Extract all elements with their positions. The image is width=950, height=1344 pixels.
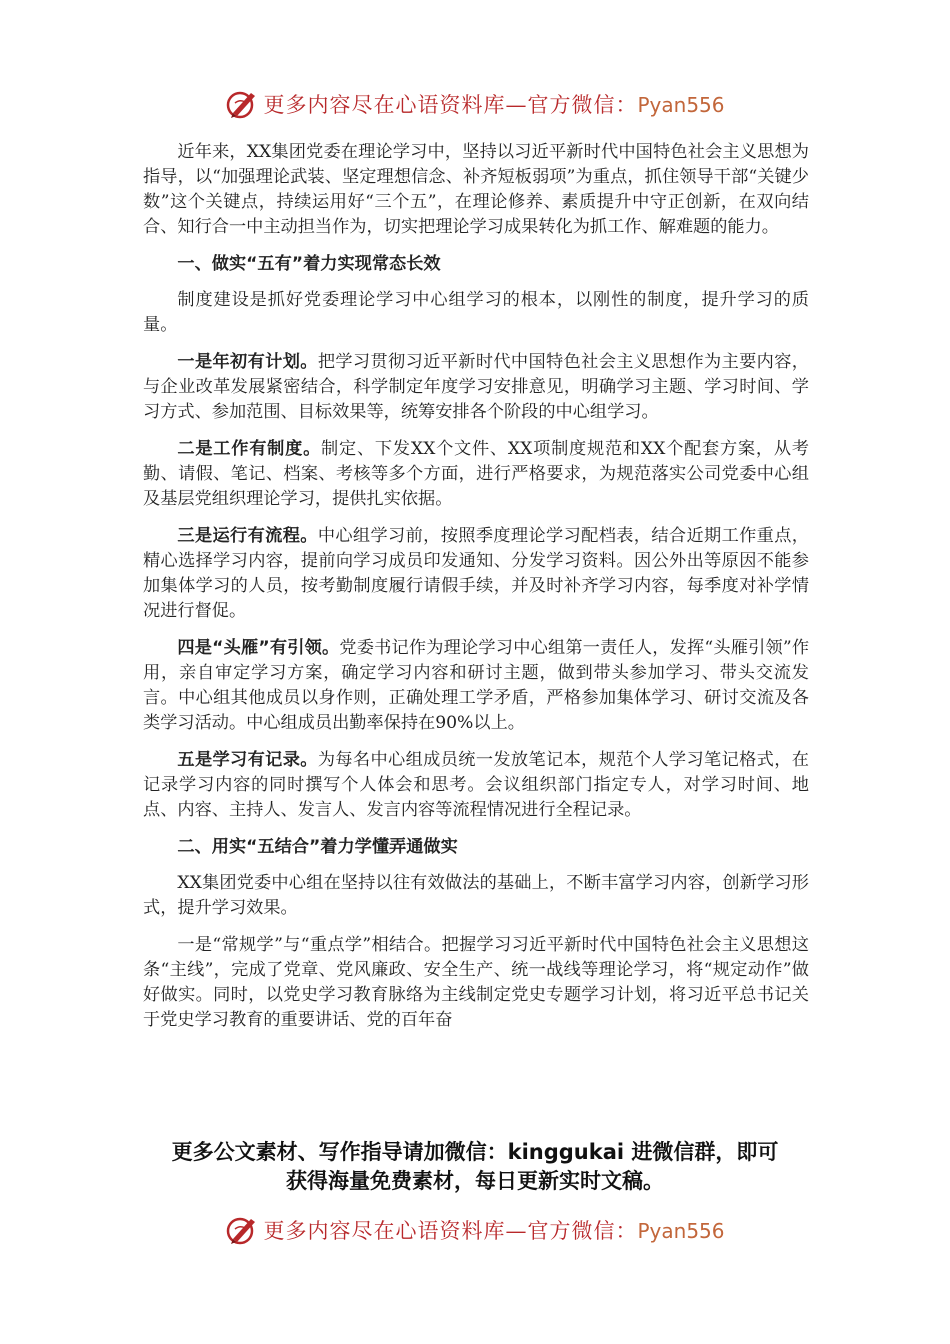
section2-intro: XX集团党委中心组在坚持以往有效做法的基础上，不断丰富学习内容，创新学习形式，提升学习效果。 bbox=[143, 873, 809, 918]
item-paragraph-1: 一是年初有计划。把学习贯彻习近平新时代中国特色社会主义思想作为主要内容，与企业改革发展紧密结合，科学制定年度学习安排意见，明确学习主题、学习时间、学习方式、参加范围、目标效果等，统筹安排各个阶段的中心组学习。 bbox=[143, 352, 809, 422]
pen-logo-icon bbox=[225, 87, 259, 121]
item-paragraph-5: 五是学习有记录。为每名中心组成员统一发放笔记本，规范个人学习笔记格式，在记录学习内容的同时撰写个人体会和思考。会议组织部门指定专人，对学习时间、地点、内容、主持人、发言人、发言内容等流程情况进行全程记录。 bbox=[143, 750, 809, 820]
header-banner-text: 更多内容尽在心语资料库—官方微信：Pyan556 bbox=[263, 93, 725, 117]
footer-banner bbox=[0, 1210, 950, 1250]
item-paragraph-2: 二是工作有制度。制定、下发XX个文件、XX项制度规范和XX个配套方案，从考勤、请假、笔记、档案、考核等多个方面，进行严格要求，为规范落实公司党委中心组及基层党组织理论学习，提供扎实依据。 bbox=[143, 439, 809, 509]
header-wechat-id: Pyan556 bbox=[637, 93, 725, 117]
promo-line-2: 获得海量免费素材，每日更新实时文稿。 bbox=[286, 1169, 664, 1193]
item-paragraph-3: 三是运行有流程。中心组学习前，按照季度理论学习配档表，结合近期工作重点，精心选择学习内容，提前向学习成员印发通知、分发学习资料。因公外出等原因不能参加集体学习的人员，按考勤制度履行请假手续，并及时补齐学习内容，每季度对补学情况进行督促。 bbox=[143, 526, 809, 621]
item-paragraph-4: 四是“头雁”有引领。党委书记作为理论学习中心组第一责任人，发挥“头雁引领”作用，亲自审定学习方案，确定学习内容和研讨主题，做到带头参加学习、带头交流发言。中心组其他成员以身作则，正确处理工学矛盾，严格参加集体学习、研讨交流及各类学习活动。中心组成员出勤率保持在90%以上。 bbox=[143, 638, 810, 733]
section2-paragraph-1: 一是“常规学”与“重点学”相结合。把握学习习近平新时代中国特色社会主义思想这条“主线”，完成了党章、党风廉政、安全生产、统一战线等理论学习，将“规定动作”做好做实。同时，以党史学习教育脉络为主线制定党史专题学习计划，将习近平总书记关于党史学习教育的重要讲话、党的百年奋 bbox=[143, 935, 809, 1030]
section1-intro: 制度建设是抓好党委理论学习中心组学习的根本，以刚性的制度，提升学习的质量。 bbox=[143, 290, 809, 335]
promo-text bbox=[0, 1138, 950, 1196]
pen-logo-icon bbox=[225, 1213, 259, 1247]
promo-line-1: 更多公文素材、写作指导请加微信：kinggukai 进微信群，即可 bbox=[171, 1140, 779, 1164]
footer-banner-text: 更多内容尽在心语资料库—官方微信：Pyan556 bbox=[263, 1219, 725, 1243]
header-banner bbox=[0, 84, 950, 124]
intro-paragraph: 近年来，XX集团党委在理论学习中，坚持以习近平新时代中国特色社会主义思想为指导，以“加强理论武装、坚定理想信念、补齐短板弱项”为重点，抓住领导干部“关键少数”这个关键点，持续运用好“三个五”，在理论修养、素质提升中守正创新，在双向结合、知行合一中主动担当作为，切实把理论学习成果转化为抓工作、解难题的能力。 bbox=[143, 142, 809, 237]
section1-heading: 一、做实“五有”着力实现常态长效 bbox=[177, 254, 441, 274]
footer-wechat-id: Pyan556 bbox=[637, 1219, 725, 1243]
section2-heading: 二、用实“五结合”着力学懂弄通做实 bbox=[177, 837, 458, 857]
document-body bbox=[143, 140, 809, 1045]
